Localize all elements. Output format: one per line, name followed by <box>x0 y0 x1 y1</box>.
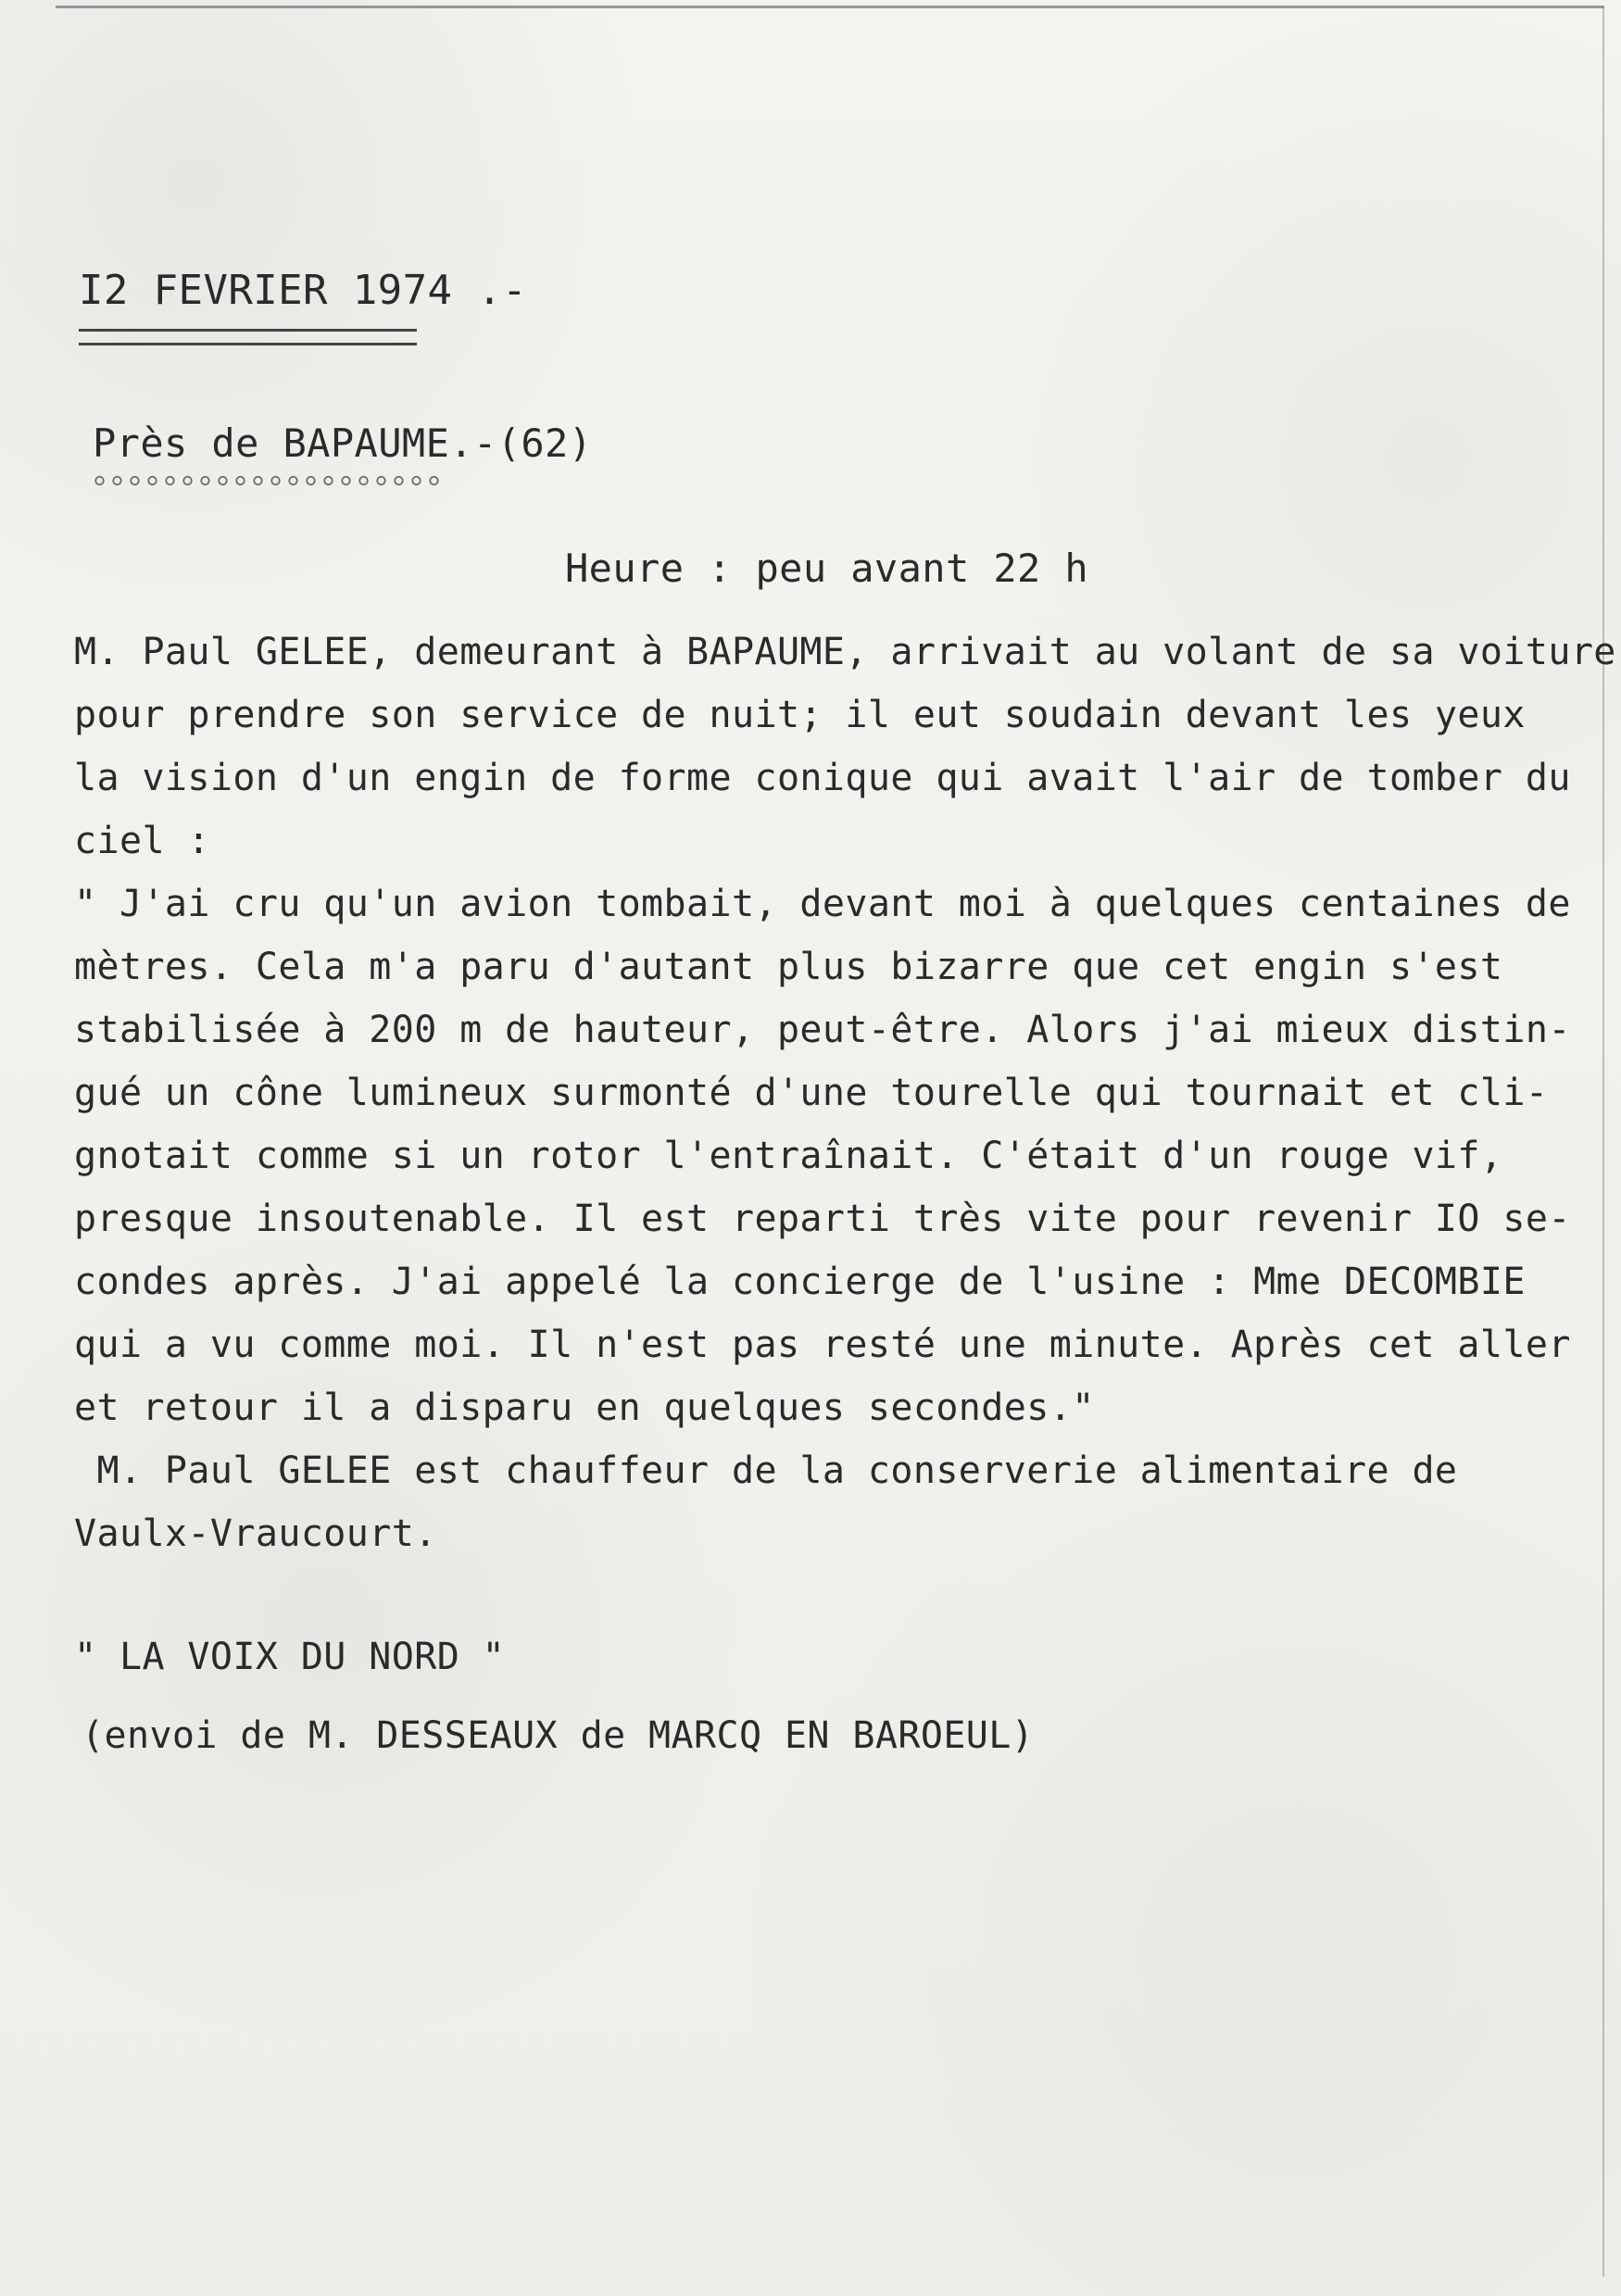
location-underline <box>91 474 443 487</box>
body-line: qui a vu comme moi. Il n'est pas resté une minute. Après cet aller <box>74 1324 1571 1366</box>
location-heading: Près de BAPAUME.-(62) <box>93 420 593 466</box>
body-line: gnotait comme si un rotor l'entraînait. C'était d'un rouge vif, <box>74 1135 1503 1177</box>
page-top-border <box>56 6 1604 8</box>
body-line: M. Paul GELEE, demeurant à BAPAUME, arrivait au volant de sa voiture <box>74 631 1616 673</box>
time-line: Heure : peu avant 22 h <box>565 546 1089 591</box>
body-line: ciel : <box>74 820 210 862</box>
source-name: " LA VOIX DU NORD " <box>74 1636 506 1678</box>
date-underline <box>79 329 417 345</box>
body-line: stabilisée à 200 m de hauteur, peut-être. Alors j'ai mieux distin- <box>74 1009 1571 1051</box>
body-line: Vaulx-Vraucourt. <box>74 1512 437 1555</box>
page-right-border <box>1602 7 1604 2277</box>
body-line: gué un cône lumineux surmonté d'une tourelle qui tournait et cli- <box>74 1072 1549 1114</box>
body-line: M. Paul GELEE est chauffeur de la conserverie alimentaire de <box>74 1449 1458 1492</box>
body-line: et retour il a disparu en quelques secondes." <box>74 1386 1095 1429</box>
date-heading: I2 FEVRIER 1974 .- <box>79 267 528 314</box>
body-line: " J'ai cru qu'un avion tombait, devant moi à quelques centaines de <box>74 883 1571 925</box>
body-line: presque insoutenable. Il est reparti très vite pour revenir IO se- <box>74 1198 1571 1240</box>
body-line: mètres. Cela m'a paru d'autant plus bizarre que cet engin s'est <box>74 946 1503 988</box>
body-line: pour prendre son service de nuit; il eut soudain devant les yeux <box>74 694 1526 736</box>
source-credit: (envoi de M. DESSEAUX de MARCQ EN BAROEUL) <box>82 1714 1035 1757</box>
body-line: condes après. J'ai appelé la concierge de l'usine : Mme DECOMBIE <box>74 1261 1526 1303</box>
body-line: la vision d'un engin de forme conique qui avait l'air de tomber du <box>74 757 1571 799</box>
